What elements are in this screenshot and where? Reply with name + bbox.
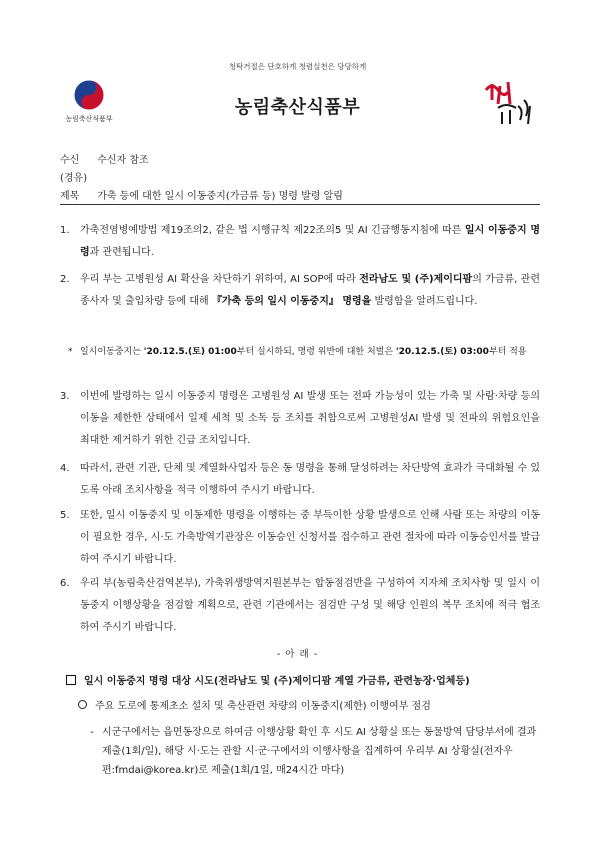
annex-heading-text: 일시 이동중지 명령 대상 시도(전라남도 및 (주)제이디팜 계열 가금류, 관련농장·업체등): [84, 676, 470, 687]
annex-circle-item: [78, 697, 548, 712]
brand-logo: [478, 76, 540, 132]
item-text: 의 가금류, 관련 종사자 및 출입차량 등에 대해: [80, 274, 541, 307]
item-bold-text: 일시 이동중지 명령: [80, 225, 540, 258]
item-number: 5.: [60, 510, 70, 521]
recipient-value: 수신자 참조: [97, 155, 149, 166]
ministry-title: 농림축산식품부: [234, 97, 361, 118]
item-text: 우리 부(농림축산검역본부), 가축위생방역지원본부는 합동점검반을 구성하여 지자체 조치사항 및 일시 이동중지 이행상황을 점검할 계획으로, 관련 기관에서는 점검반 구성 및 해당 인원의 복무 조치에 적극 협조하여 주시기 바랍니다.: [80, 578, 540, 633]
subject-key: 제목: [60, 191, 80, 202]
annex-center-mark: - 아 래 -: [276, 649, 319, 660]
note-text: 부터 적용: [488, 347, 527, 357]
note-mark: *: [68, 347, 73, 357]
note-bold-text: '20.12.5.(토) 03:00: [395, 347, 489, 357]
item-text: 발령함을 알려드립니다.: [371, 296, 478, 307]
item-number: 2.: [60, 274, 70, 285]
item-text: 과 관련됩니다.: [89, 247, 154, 258]
recipient-line: [60, 151, 149, 166]
item-text: 또한, 일시 이동중지 및 이동제한 명령을 이행하는 중 부득이한 상황 발생으로 인해 사람 또는 차량의 이동이 필요한 경우, 시·도 가축방역기관장은 이동승인 신청서를 접수하고 관련 절차에 따라 이동승인서를 발급하여 주시기 바랍니다.: [80, 510, 540, 565]
via-line: (경유): [60, 173, 88, 184]
item-number: 6.: [60, 578, 70, 589]
item-text: 우리 부는 고병원성 AI 확산을 차단하기 위하여, AI SOP에 따라: [80, 274, 360, 285]
item-bold-text: 『가축 등의 일시 이동중지』 명령을: [211, 296, 372, 307]
body-item-4: [60, 458, 540, 502]
body-item-6: [60, 573, 540, 639]
square-bullet-icon: [66, 675, 76, 685]
item-number: 3.: [60, 391, 70, 402]
body-item-1: [60, 220, 540, 264]
dash-bullet: -: [90, 727, 94, 738]
annex-dash-item: [90, 723, 548, 780]
note-bold-text: '20.12.5.(토) 01:00: [143, 347, 237, 357]
note-text: 일시이동중지는: [80, 347, 144, 357]
logo-label: 농림축산식품부: [65, 115, 113, 123]
body-item-3: [60, 386, 540, 452]
effective-date-note: [68, 343, 540, 361]
item-text: 이번에 발령하는 일시 이동중지 명령은 고병원성 AI 발생 또는 전파 가능성이 있는 가축 및 사람·차량 등의 이동을 제한한 상태에서 일제 세척 및 소독 등 조치를 취함으로써 고병원성AI 발생 및 전파의 위험요인을 최대한 제거하기 위한 긴급 조치입니다.: [80, 391, 540, 446]
circle-bullet-icon: [78, 700, 87, 709]
note-text: 부터 실시하되, 명령 위반에 대한 처벌은: [236, 347, 396, 357]
brand-calligraphy-icon: [478, 76, 540, 132]
slogan: 청탁거절은 단호하게 청렴실천은 당당하게: [228, 62, 367, 71]
subject-line: [60, 187, 343, 202]
annex-box-heading: [66, 672, 546, 687]
body-item-5: [60, 505, 540, 571]
item-number: 4.: [60, 463, 70, 474]
recipient-key: 수신: [60, 155, 80, 166]
annex-dash-text: 시군구에서는 읍면동장으로 하여금 이행상황 확인 후 시도 AI 상황실 또는 동물방역 담당부서에 결과 제출(1회/일), 해당 시·도는 관할 시·군·구에서의 이행사항을 집계하여 우리부 AI 상황실(전자우편:fmdai@korea.kr)로 제출(1회/1일, 매24시간 마다): [102, 727, 537, 776]
item-number: 1.: [60, 225, 70, 236]
subject-value: 가축 등에 대한 일시 이동중지(가금류 등) 명령 발령 알림: [97, 191, 343, 202]
body-item-2: [60, 269, 540, 313]
item-text: 가축전염병예방법 제19조의2, 같은 법 시행규칙 제22조의5 및 AI 긴급행동지침에 따른: [80, 225, 465, 236]
annex-circle-text: 주요 도로에 통제초소 설치 및 축산관련 차량의 이동중지(제한) 이행여부 점검: [95, 701, 431, 712]
item-text: 따라서, 관련 기관, 단체 및 계열화사업자 등은 동 명령을 통해 달성하려는 차단방역 효과가 극대화될 수 있도록 아래 조치사항을 적극 이행하여 주시기 바랍니다.: [80, 463, 540, 496]
item-bold-text: 전라남도 및 (주)제이디팜: [359, 274, 473, 285]
header-divider: [60, 204, 540, 205]
